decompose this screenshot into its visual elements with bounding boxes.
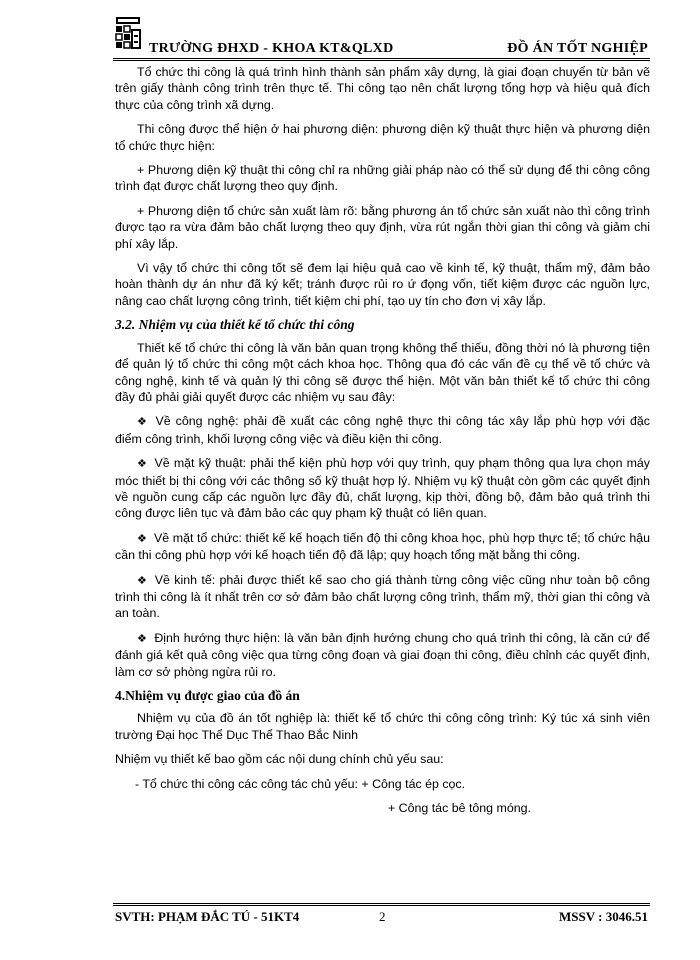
page-header — [113, 10, 650, 61]
paragraph: Nhiệm vụ của đồ án tốt nghiệp là: thiết kế tổ chức thi công công trình: Ký túc xá sinh viên trường Đại học Thể Dục Thể Thao Bắc Ninh — [115, 711, 650, 742]
page-footer — [113, 903, 650, 928]
paragraph: + Phương diện tổ chức sản xuất làm rõ: bằng phương án tổ chức sản xuất nào thì công trình được tạo ra vừa đảm bảo chất lượng theo quy định, vừa rút ngắn thời gian thi công và giảm chi phí xây lắp. — [115, 203, 650, 251]
footer-student-name: SVTH: PHẠM ĐẮC TÚ - 51KT4 — [115, 909, 300, 924]
section-heading: 4.Nhiệm vụ được giao của đồ án — [115, 688, 300, 703]
header-document-type: ĐỒ ÁN TỐT NGHIỆP — [507, 41, 648, 56]
list-item: - Tổ chức thi công các công tác chủ yếu: + Công tác ép cọc. — [135, 776, 466, 791]
paragraph: Vì vậy tổ chức thi công tốt sẽ đem lại hiệu quả cao về kinh tế, kỹ thuật, thẩm mỹ, đảm bảo hoàn thành dự án như đã ký kết; tránh được rủi ro ứ đọng vốn, tiết kiệm được các nguồn lực, nâng cao chất lượng công trình, tiết kiệm chi phí, tạo uy tín cho đơn vị xây lắp. — [115, 261, 650, 308]
bullet-item: ❖ Về mặt tổ chức: thiết kế kế hoạch tiến độ thi công khoa học, phù hợp thực tế; tổ chức hậu cần thi công phù hợp với kế hoạch tiến độ đã lập; quy hoạch tổng mặt bằng thi công. — [115, 530, 650, 564]
paragraph: Nhiệm vụ thiết kế bao gồm các nội dung chính chủ yếu sau: — [115, 752, 444, 767]
page-number: 2 — [379, 909, 386, 924]
paragraph: Thi công được thể hiện ở hai phương diện: phương diện kỹ thuật thực hiện và phương diện tổ chức thực hiện: — [115, 122, 650, 153]
bullet-item: ❖ Về mặt kỹ thuật: phải thể kiện phù hợp với quy trình, quy phạm thông qua lựa chọn máy móc thiết bị thi công với các thông số kỹ thuật hợp lý. Nhiệm vụ kỹ thuật còn gồm các quyết định về nguồn cung cấp các nguồn lực đầy đủ, chất lượng, kịp thời, đồng bộ, đảm bảo quá trình thi công được liên tục và đảm bảo các quy phạm kỹ thuật có liên quan. — [115, 455, 650, 522]
bullet-item: ❖ Về kinh tế: phải được thiết kế sao cho giá thành từng công việc cũng như toàn bộ công trình thi công là ít nhất trên cơ sở đảm bảo chất lượng công trình, thẩm mỹ, thời gian thi công và an toàn. — [115, 572, 650, 622]
document-body — [115, 64, 650, 824]
bullet-item: ❖ Định hướng thực hiện: là văn bản định hướng chung cho quá trình thi công, là căn cứ để đánh giá kết quả công việc qua từng công đoạn và giai đoạn thi công, điều chỉnh các quyết định, làm cơ sở phòng ngừa rủi ro. — [115, 630, 650, 680]
university-logo-icon — [115, 16, 141, 50]
paragraph: Thiết kế tổ chức thi công là văn bản quan trọng không thể thiếu, đồng thời nó là phương tiện để quản lý tổ chức thi công một cách khoa học. Thông qua đó các vấn đề cụ thể về tổ chức và công nghệ, kinh tế và quản lý thi công sẽ được thể hiện. Một văn bản thiết kế tổ chức thi công đầy đủ phải giải quyết được các nhiệm vụ sau đây: — [115, 340, 650, 404]
list-item: + Công tác bê tông móng. — [388, 801, 531, 816]
section-heading: 3.2. Nhiệm vụ của thiết kế tổ chức thi công — [115, 317, 355, 333]
paragraph: + Phương diện kỹ thuật thi công chỉ ra những giải pháp nào có thể sử dụng để thi công công trình đạt được chất lượng theo quy định. — [115, 163, 650, 194]
paragraph: Tổ chức thi công là quá trình hình thành sản phẩm xây dựng, là giai đoạn chuyển từ bản vẽ trên giấy thành công trình trên thực tế. Thi công tạo nên chất lượng tổng hợp và hiệu quả đích thực của công trình xã dựng. — [115, 65, 650, 112]
bullet-item: ❖ Về công nghệ: phải đề xuất các công nghệ thực thi công tác xây lắp phù hợp với đặc điểm công trình, khối lượng công việc và điều kiện thi công. — [115, 413, 650, 447]
header-school-name: TRƯỜNG ĐHXD - KHOA KT&QLXD — [149, 41, 394, 56]
footer-student-id: MSSV : 3046.51 — [559, 909, 648, 924]
